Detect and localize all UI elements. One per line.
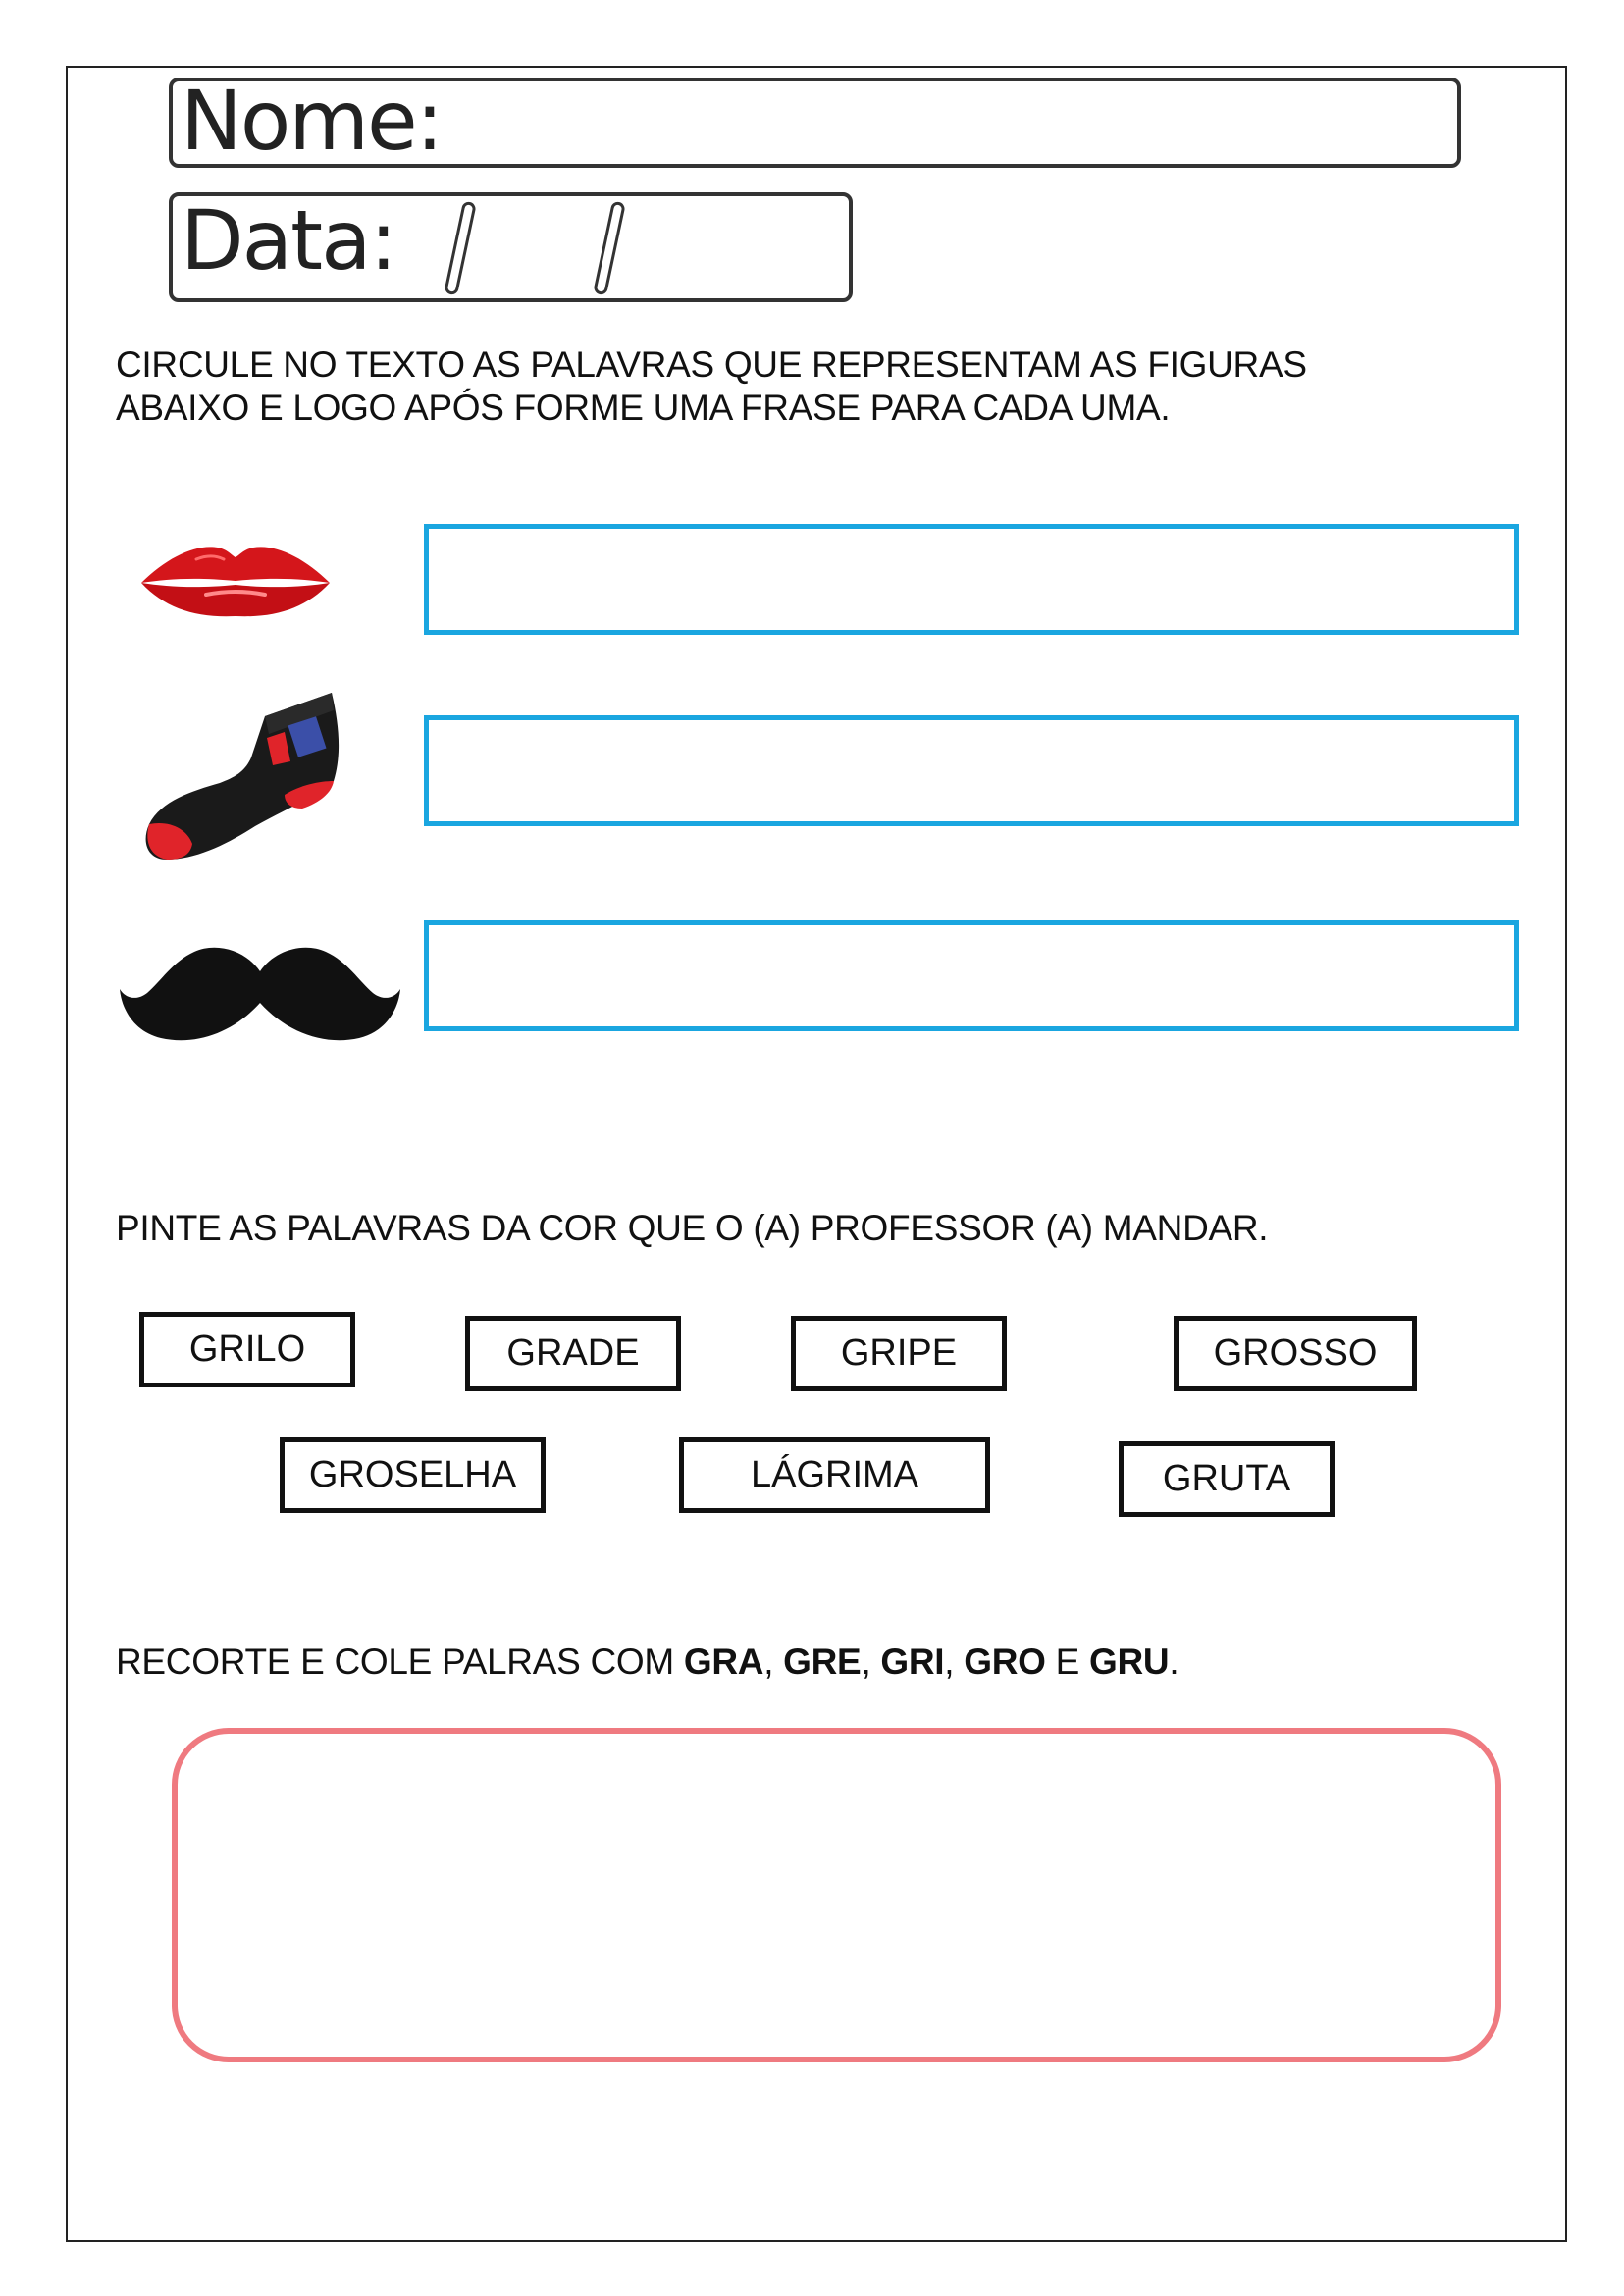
answer-box-lips[interactable] (424, 524, 1519, 635)
section3-instruction (116, 1641, 1179, 1684)
date-label: Data: (181, 192, 395, 288)
section1-instruction-line1: CIRCULE NO TEXTO AS PALAVRAS QUE REPRESENTAM AS FIGURAS (116, 344, 1307, 385)
syllable-gru: GRU (1089, 1642, 1170, 1682)
answer-box-mustache[interactable] (424, 920, 1519, 1031)
word-box-grosso[interactable]: GROSSO (1174, 1316, 1417, 1391)
separator-2: , (861, 1642, 881, 1682)
separator-3: , (944, 1642, 965, 1682)
section3-instruction-prefix: RECORTE E COLE PALRAS COM (116, 1642, 684, 1682)
name-label: Nome: (181, 73, 443, 169)
word-box-grilo[interactable]: GRILO (139, 1312, 355, 1387)
separator-last: E (1045, 1642, 1089, 1682)
syllable-gri: GRI (880, 1642, 945, 1682)
word-box-gruta[interactable]: GRUTA (1119, 1441, 1335, 1517)
word-box-grade[interactable]: GRADE (465, 1316, 681, 1391)
syllable-gro: GRO (964, 1642, 1046, 1682)
paste-area[interactable] (172, 1728, 1501, 2062)
sock-icon (137, 687, 343, 863)
section1-instruction (116, 343, 1307, 430)
syllable-gre: GRE (783, 1642, 862, 1682)
mustache-icon (118, 942, 402, 1050)
instruction-end: . (1169, 1642, 1179, 1682)
word-box-lagrima[interactable]: LÁGRIMA (679, 1437, 990, 1513)
section1-instruction-line2: ABAIXO E LOGO APÓS FORME UMA FRASE PARA CADA UMA. (116, 388, 1171, 428)
lips-icon (137, 540, 334, 618)
syllable-gra: GRA (683, 1642, 764, 1682)
separator-1: , (763, 1642, 784, 1682)
answer-box-sock[interactable] (424, 715, 1519, 826)
word-box-groselha[interactable]: GROSELHA (280, 1437, 546, 1513)
section2-instruction: PINTE AS PALAVRAS DA COR QUE O (A) PROFESSOR (A) MANDAR. (116, 1208, 1269, 1248)
word-box-gripe[interactable]: GRIPE (791, 1316, 1007, 1391)
